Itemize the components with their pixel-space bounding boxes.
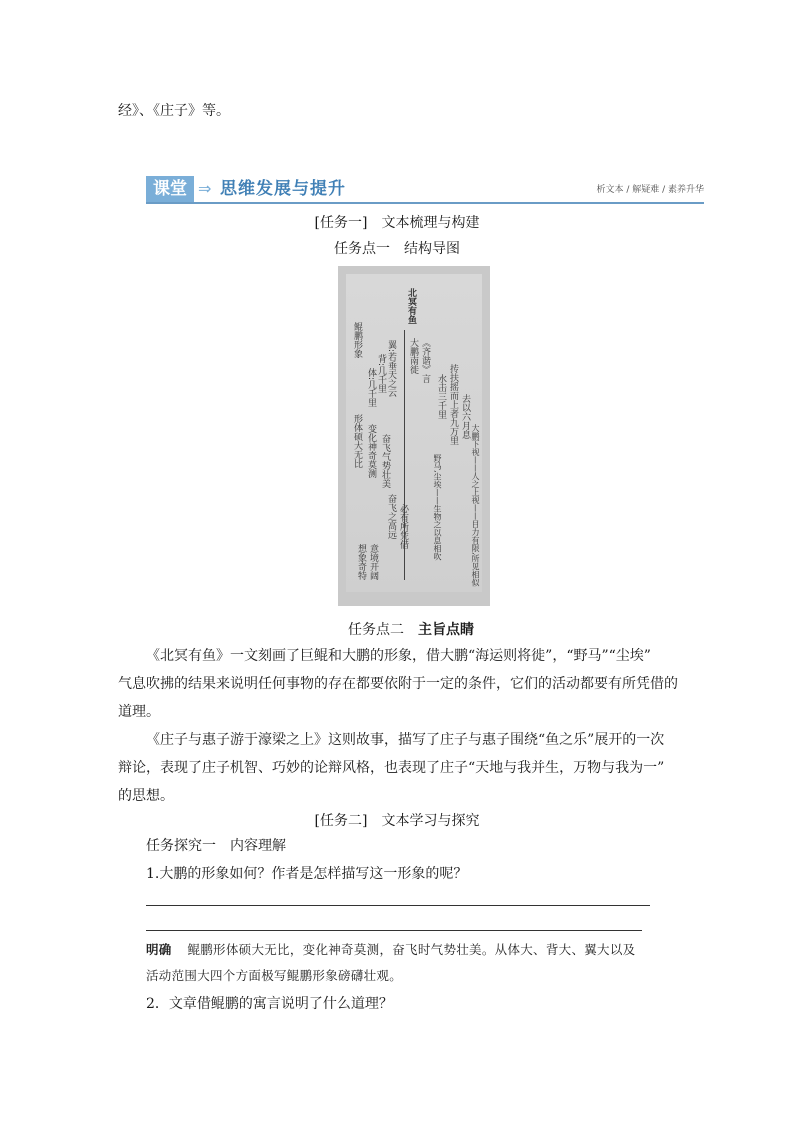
diagram-r16: 意境开阔 [368, 544, 378, 580]
answer-line-1 [146, 905, 650, 906]
diagram-r9: 抟扶摇而上者九万里 [448, 364, 458, 445]
structure-diagram-photo [338, 266, 490, 606]
answer-line-2 [146, 930, 642, 931]
diagram-r13: 野马,尘埃——生物之以息相吹 [433, 454, 442, 561]
para1-line1: 《北冥有鱼》一文刻画了巨鲲和大鹏的形象，借大鹏“海运则将徙”，“野马”“尘埃” [146, 648, 651, 664]
task2-explore: 任务探究一 内容理解 [146, 838, 286, 854]
para2-line1: 《庄子与惠子游于濠梁之上》这则故事，描写了庄子与惠子围绕“鱼之乐”展开的一次 [146, 732, 665, 748]
question-2: 2．文章借鲲鹏的寓言说明了什么道理？ [146, 996, 393, 1012]
answer-label: 明确 [146, 942, 172, 957]
diagram-r8: 水击三千里 [436, 374, 446, 419]
diagram-col-a: 鲲鹏形象 [352, 322, 362, 358]
task1-point2-label: 任务点二 [348, 622, 418, 638]
diagram-r1: 体:几千里 [366, 368, 376, 408]
diagram-title: 北冥有鱼 [406, 288, 416, 324]
diagram-r4: 形体硕大无比 [352, 414, 362, 468]
section-banner [146, 176, 704, 204]
diagram-col-b: 大鹏南徙 [408, 338, 418, 374]
diagram-r14: 大鹏下视——人之上视——目力有限,所见相似 [471, 424, 480, 587]
banner-label: 课堂 [146, 176, 194, 202]
diagram-r3: 翼:若垂天之云 [386, 340, 396, 398]
diagram-r15: 想象奇特 [356, 544, 366, 580]
arrow-icon: ⇒ [198, 179, 212, 198]
question-1: 1.大鹏的形象如何？作者是怎样描写这一形象的呢？ [146, 866, 468, 882]
diagram-r10: 去以六月息 [460, 394, 470, 439]
diagram-r11: 奋飞之高远 [386, 494, 396, 539]
task1-point1: 任务点一 结构导图 [334, 241, 460, 257]
top-line: 经》、《庄子》等。 [118, 103, 230, 119]
banner-subtitle: 析文本 / 解疑难 / 素养升华 [596, 185, 704, 195]
para1-line2: 气息吹拂的结果来说明任何事物的存在都要依附于一定的条件，它们的活动都要有所凭借的 [118, 676, 678, 692]
diagram-r12: 必有所凭借 [398, 504, 408, 549]
diagram-r2: 背:几千里 [376, 354, 386, 394]
answer-line-a [146, 940, 635, 958]
answer-text-1: 鲲鹏形体硕大无比，变化神奇莫测，奋飞时气势壮美。从体大、背大、翼大以及 [187, 942, 636, 957]
task1-point2-title: 主旨点睛 [418, 622, 474, 638]
diagram-r7: 《齐谐》言 [420, 338, 430, 383]
para2-line2: 辩论，表现了庄子机智、巧妙的论辩风格，也表现了庄子“天地与我并生，万物与我为一” [118, 760, 665, 776]
diagram-r5: 变化神奇莫测 [366, 424, 376, 478]
diagram-paper [346, 274, 482, 592]
para2-line3: 的思想。 [118, 788, 174, 804]
banner-title: 思维发展与提升 [220, 179, 346, 199]
task1-heading: [任务一] 文本梳理与构建 [314, 215, 480, 231]
diagram-r6: 奋飞气势壮美 [380, 434, 390, 488]
task1-point2 [348, 620, 474, 640]
task2-heading: [任务二] 文本学习与探究 [314, 813, 480, 829]
para1-line3: 道理。 [118, 704, 160, 720]
answer-text-2: 活动范围大四个方面极写鲲鹏形象磅礴壮观。 [146, 968, 403, 983]
